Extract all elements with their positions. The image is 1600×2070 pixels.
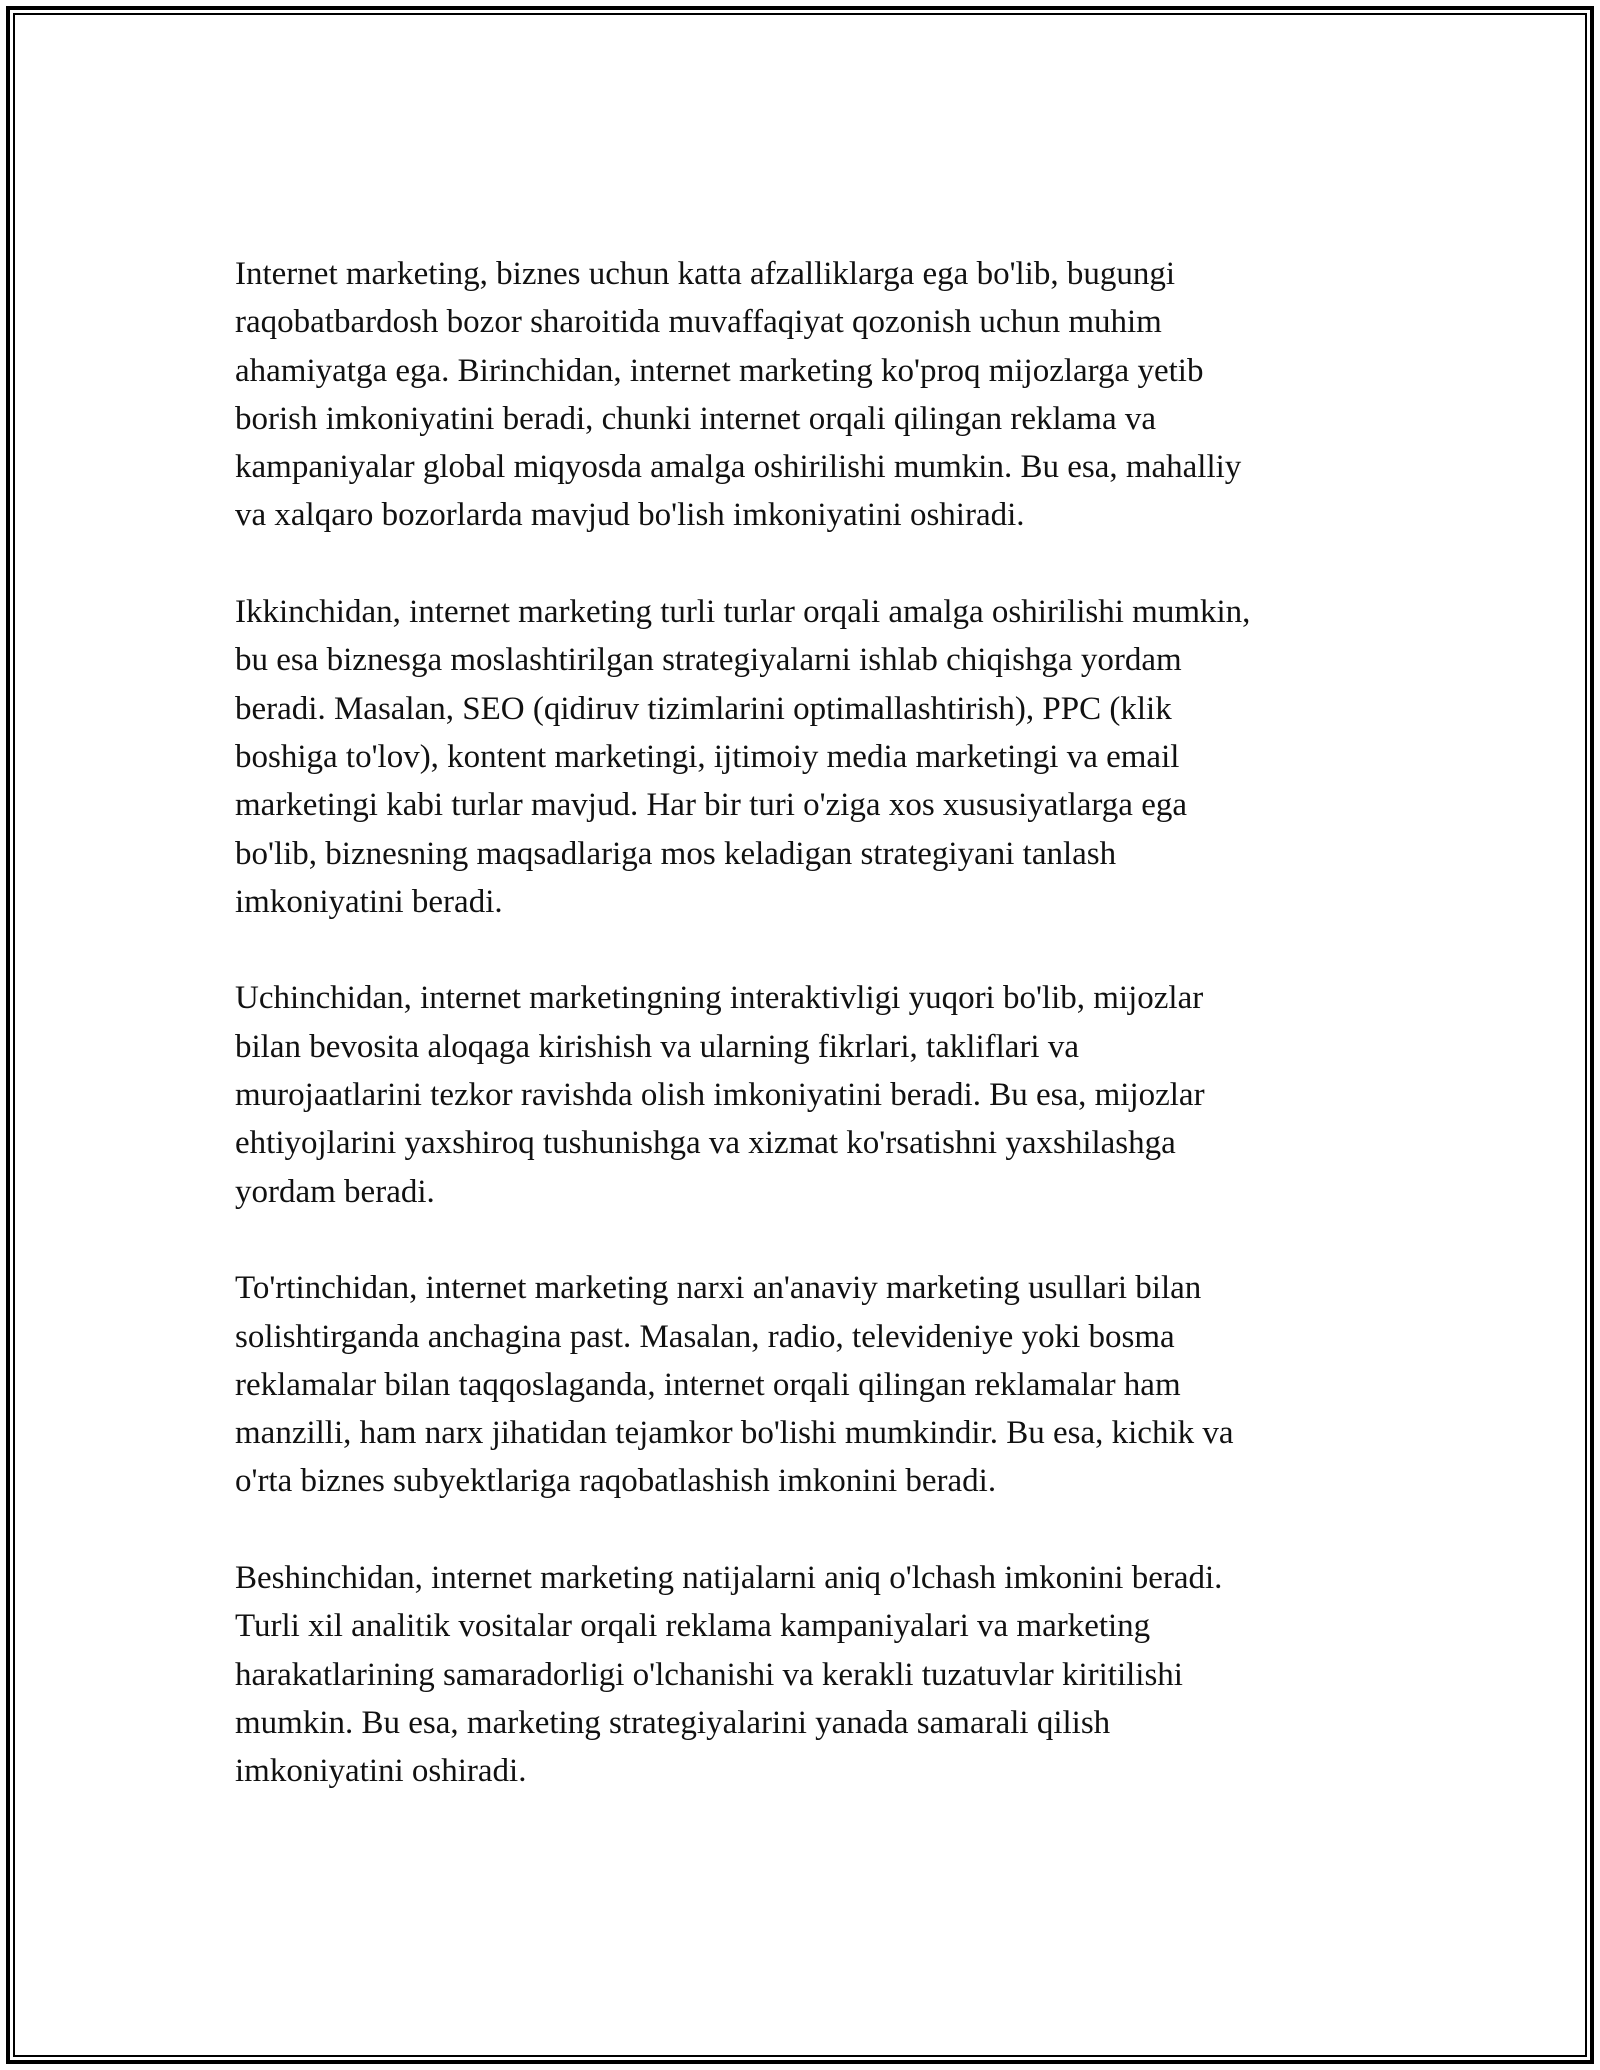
text-line: mumkin. Bu esa, marketing strategiyalarini yanada samarali qilish <box>235 1704 1111 1741</box>
text-line: bu esa biznesga moslashtirilgan strategiyalarni ishlab chiqishga yordam <box>235 642 1182 679</box>
text-line: Uchinchidan, internet marketingning interaktivligi yuqori bo'lib, mijozlar <box>235 980 1204 1017</box>
text-line: kampaniyalar global miqyosda amalga oshirilishi mumkin. Bu esa, mahalliy <box>235 449 1242 486</box>
text-line: boshiga to'lov), kontent marketingi, ijtimoiy media marketingi va email <box>235 738 1180 775</box>
text-line: o'rta biznes subyektlariga raqobatlashish imkonini beradi. <box>235 1463 997 1500</box>
text-line: va xalqaro bozorlarda mavjud bo'lish imkoniyatini oshiradi. <box>235 497 1025 534</box>
text-line: Internet marketing, biznes uchun katta afzalliklarga ega bo'lib, bugungi <box>235 256 1176 292</box>
text-line: bilan bevosita aloqaga kirishish va ularning fikrlari, takliflari va <box>235 1028 1079 1065</box>
paragraph-2 <box>235 588 1385 926</box>
text-line: imkoniyatini oshiradi. <box>235 1753 527 1790</box>
text-line: ahamiyatga ega. Birinchidan, internet marketing ko'proq mijozlarga yetib <box>235 352 1204 389</box>
text-line: manzilli, ham narx jihatidan tejamkor bo'lishi mumkindir. Bu esa, kichik va <box>235 1415 1234 1452</box>
text-line: borish imkoniyatini beradi, chunki internet orqali qilingan reklama va <box>235 400 1157 437</box>
paragraph-4 <box>235 1264 1385 1505</box>
text-line: marketingi kabi turlar mavjud. Har bir turi o'ziga xos xususiyatlarga ega <box>235 787 1187 824</box>
text-line: beradi. Masalan, SEO (qidiruv tizimlarini optimallashtirish), PPC (klik <box>235 690 1172 727</box>
text-line: Turli xil analitik vositalar orqali reklama kampaniyalari va marketing <box>235 1608 1151 1645</box>
text-line: bo'lib, biznesning maqsadlariga mos keladigan strategiyani tanlash <box>235 835 1117 872</box>
text-line: murojaatlarini tezkor ravishda olish imkoniyatini beradi. Bu esa, mijozlar <box>235 1077 1205 1114</box>
paragraph-1 <box>235 250 1385 540</box>
text-line: harakatlarining samaradorligi o'lchanishi va kerakli tuzatuvlar kiritilishi <box>235 1656 1183 1693</box>
text-line: ehtiyojlarini yaxshiroq tushunishga va xizmat ko'rsatishni yaxshilashga <box>235 1125 1176 1162</box>
text-line: imkoniyatini beradi. <box>235 883 503 920</box>
text-line: solishtirganda anchagina past. Masalan, radio, televideniye yoki bosma <box>235 1318 1175 1355</box>
paragraph-3 <box>235 974 1385 1215</box>
text-line: yordam beradi. <box>235 1173 435 1210</box>
text-line: To'rtinchidan, internet marketing narxi an'anaviy marketing usullari bilan <box>235 1270 1202 1307</box>
text-line: Beshinchidan, internet marketing natijalarni aniq o'lchash imkonini beradi. <box>235 1560 1223 1597</box>
document-body <box>235 250 1385 1844</box>
text-line: Ikkinchidan, internet marketing turli turlar orqali amalga oshirilishi mumkin, <box>235 594 1251 631</box>
text-line: reklamalar bilan taqqoslaganda, internet orqali qilingan reklamalar ham <box>235 1366 1181 1403</box>
paragraph-5 <box>235 1554 1385 1795</box>
text-line: raqobatbardosh bozor sharoitida muvaffaqiyat qozonish uchun muhim <box>235 304 1162 341</box>
